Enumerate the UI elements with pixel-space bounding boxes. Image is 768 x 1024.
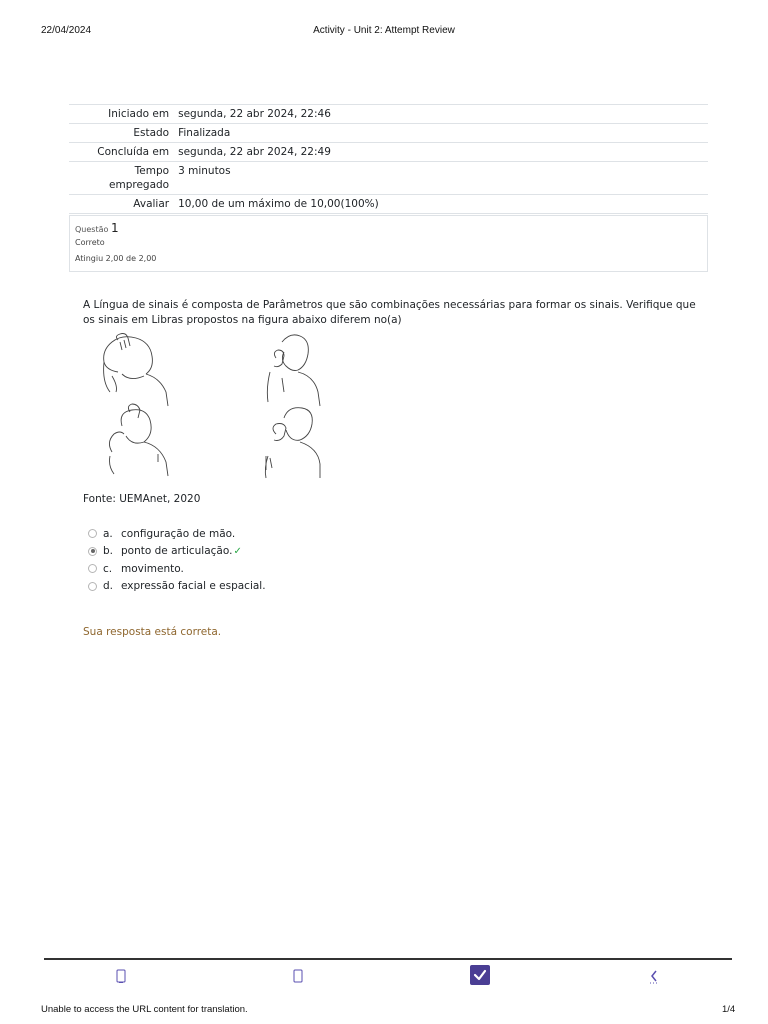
libras-signs-figure — [100, 332, 330, 480]
tablet-icon[interactable] — [288, 966, 308, 986]
answer-text: movimento. — [121, 562, 184, 575]
question-state: Correto — [75, 238, 105, 247]
attempt-summary-table — [69, 104, 708, 214]
question-prefix: Questão — [75, 225, 109, 234]
answer-text: ponto de articulação. — [121, 545, 233, 558]
checkbox-checked-icon[interactable] — [470, 965, 490, 985]
answer-text: expressão facial e espacial. — [121, 580, 266, 593]
summary-row — [69, 105, 708, 124]
question-text: A Língua de sinais é composta de Parâmetros que são combinações necessárias para formar os sinais. Verifique que os sinais em Libras propostos na figura abaixo diferem no(a) — [83, 299, 696, 326]
correct-check-icon: ✓ — [233, 545, 242, 557]
phone-icon[interactable] — [111, 966, 131, 986]
answer-letter: b. — [103, 545, 114, 558]
summary-row — [69, 143, 708, 162]
question-number — [75, 221, 702, 235]
summary-value: 3 minutos — [178, 165, 231, 177]
grade-score: 10,00 — [178, 198, 209, 210]
summary-value: Finalizada — [178, 127, 231, 139]
summary-value: segunda, 22 abr 2024, 22:49 — [178, 146, 331, 158]
radio-button[interactable] — [88, 564, 97, 573]
page-number: 1/4 — [722, 1004, 736, 1015]
summary-label: Concluída em — [97, 146, 170, 158]
answer-letter: d. — [103, 580, 114, 593]
chevron-left-icon[interactable] — [644, 966, 664, 986]
sign-figure-3 — [109, 404, 168, 476]
summary-row — [69, 124, 708, 143]
question-info-box — [69, 215, 708, 272]
answer-feedback: Sua resposta está correta. — [83, 626, 222, 638]
question-grade: Atingiu 2,00 de 2,00 — [75, 254, 157, 263]
summary-row — [69, 162, 708, 195]
footer-divider — [44, 958, 732, 960]
summary-label: Iniciado em — [108, 108, 170, 120]
sign-figure-4 — [265, 408, 320, 478]
summary-value: segunda, 22 abr 2024, 22:46 — [178, 108, 331, 120]
answer-option-a[interactable] — [88, 525, 266, 543]
summary-label: Tempo empregado — [109, 165, 170, 191]
sign-figure-2 — [267, 335, 320, 406]
grade-percent: 100% — [344, 198, 375, 210]
translation-note: Unable to access the URL content for translation. — [41, 1004, 248, 1015]
answer-list — [88, 525, 266, 595]
print-title: Activity - Unit 2: Attempt Review — [313, 25, 455, 36]
answer-option-c[interactable] — [88, 560, 266, 578]
summary-row — [69, 195, 708, 214]
answer-letter: a. — [103, 527, 113, 540]
print-date: 22/04/2024 — [41, 25, 92, 36]
radio-button-selected[interactable] — [88, 547, 97, 556]
grade-middle: de um máximo de 10,00( — [208, 198, 345, 210]
radio-button[interactable] — [88, 582, 97, 591]
figure-source: Fonte: UEMAnet, 2020 — [83, 493, 201, 505]
answer-text: configuração de mão. — [121, 527, 236, 540]
summary-grade-value — [174, 195, 708, 214]
answer-option-b[interactable] — [88, 543, 266, 561]
radio-button[interactable] — [88, 529, 97, 538]
answer-option-d[interactable] — [88, 578, 266, 596]
sign-figure-1 — [104, 334, 168, 407]
summary-label: Avaliar — [133, 198, 170, 210]
summary-label: Estado — [133, 127, 170, 139]
question-number-value: 1 — [110, 221, 119, 235]
grade-end: ) — [374, 198, 379, 210]
answer-letter: c. — [103, 562, 113, 575]
